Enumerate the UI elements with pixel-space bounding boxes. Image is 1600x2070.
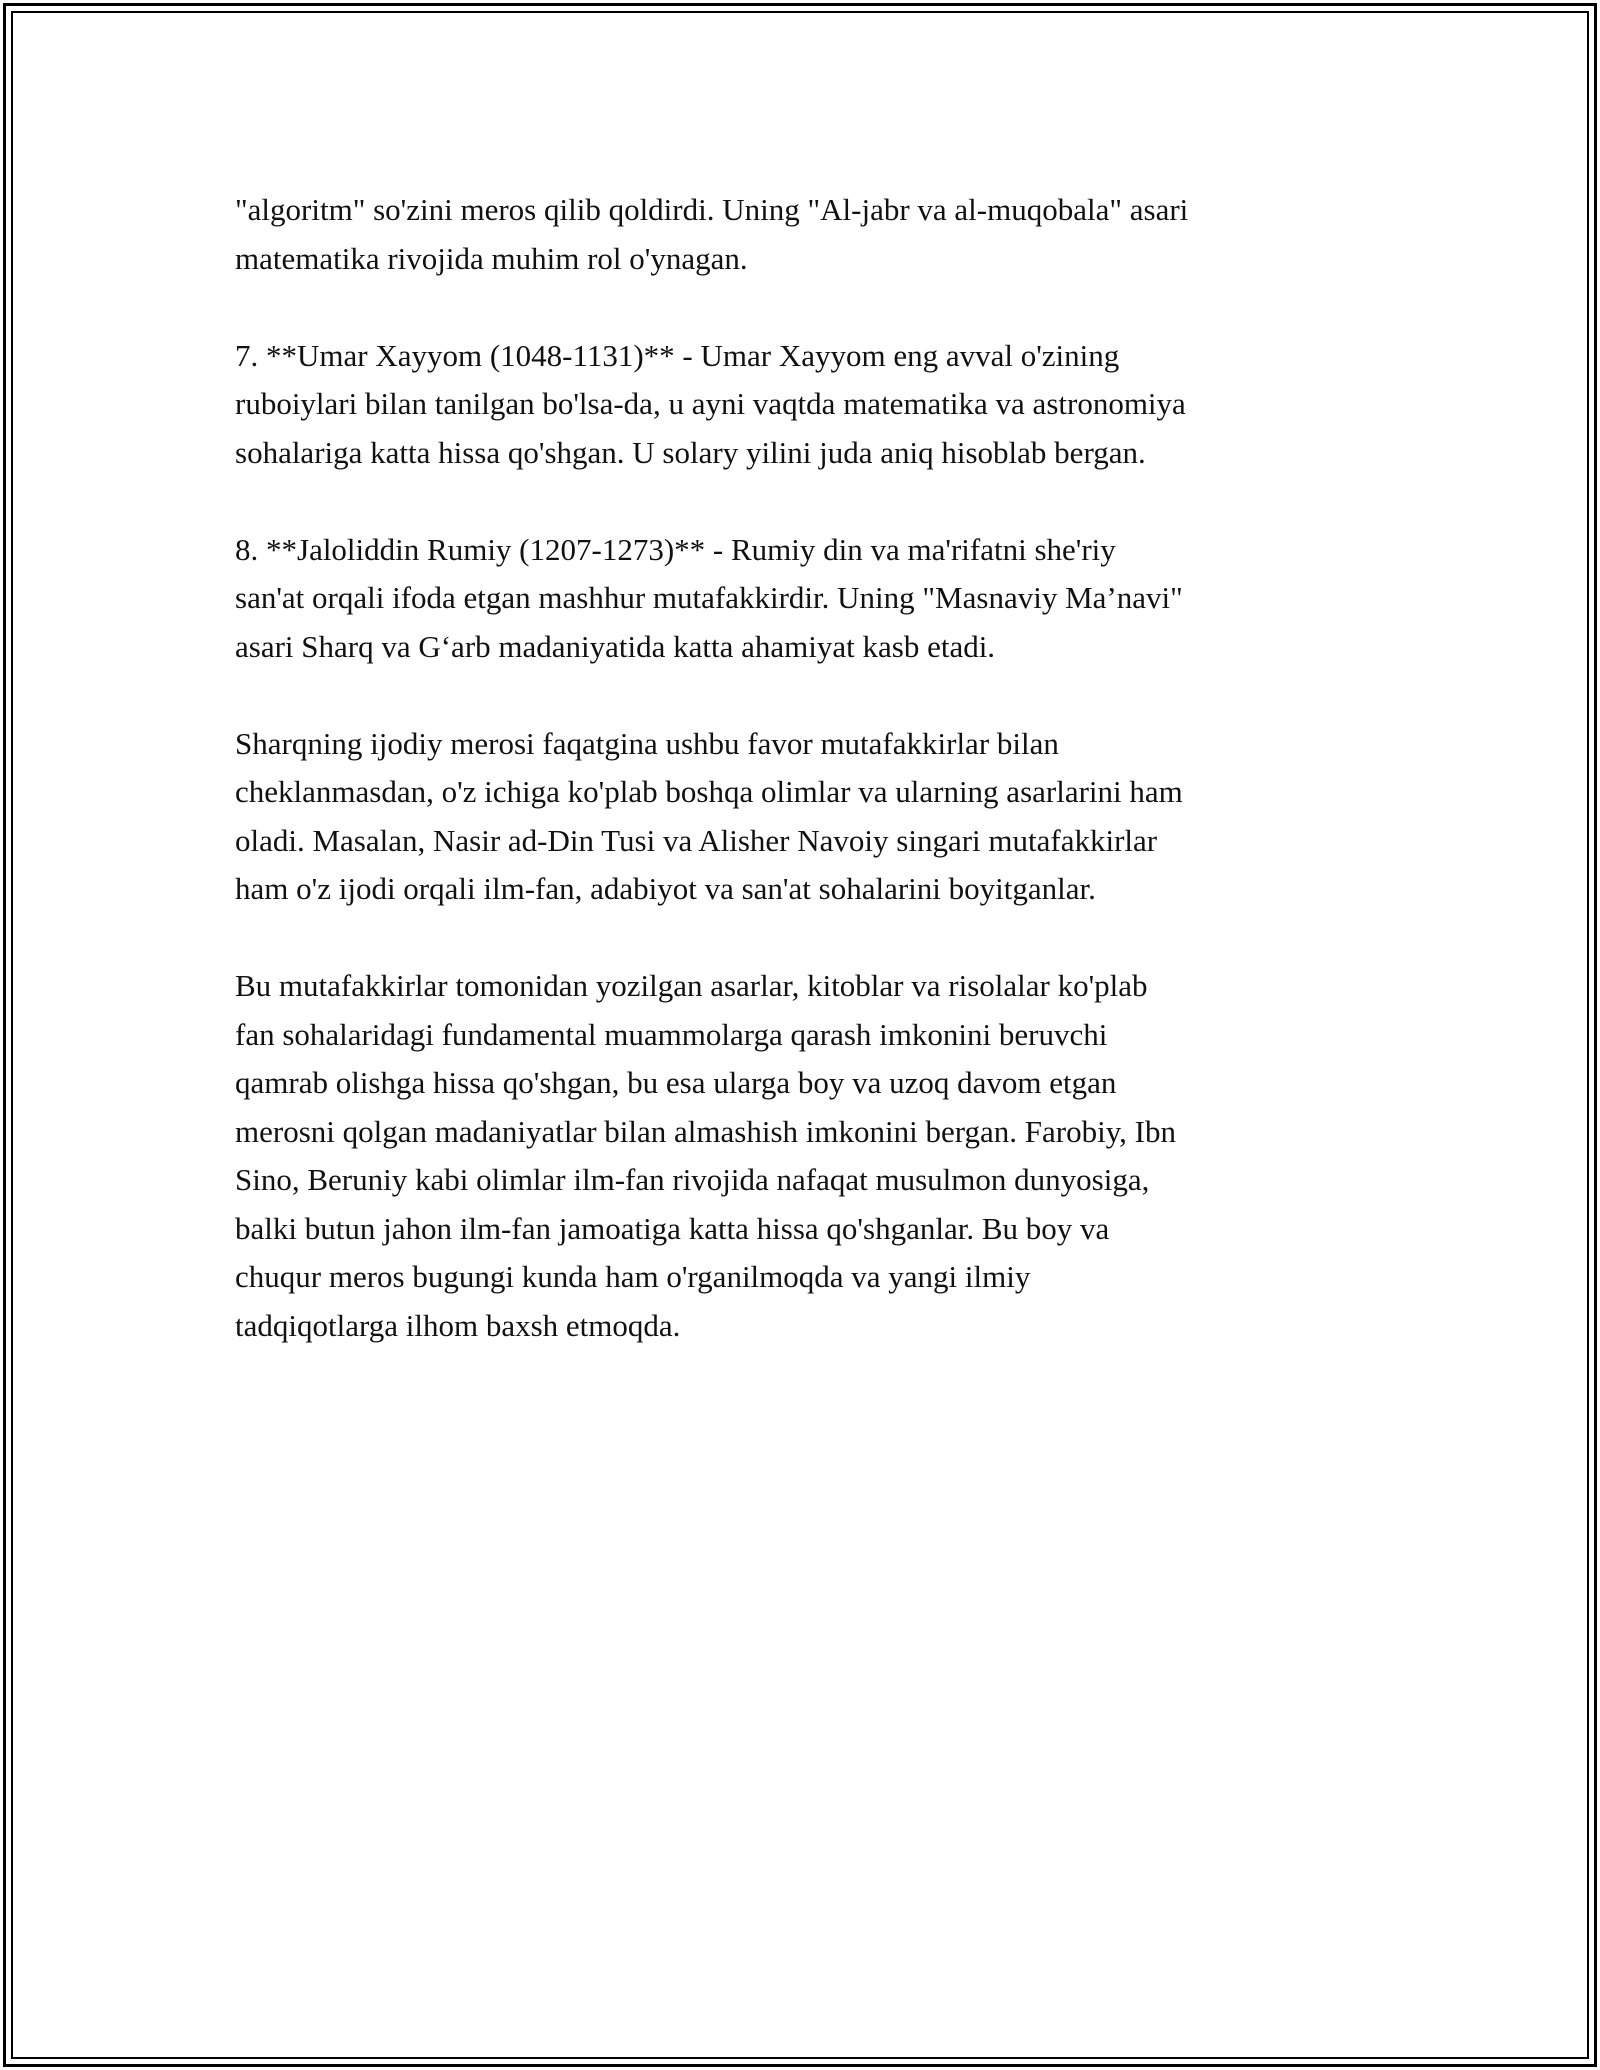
text-line: 7. **Umar Xayyom (1048-1131)** - Umar Xayyom eng avval o'zining bbox=[235, 337, 1120, 373]
text-line: matematika rivojida muhim rol o'ynagan. bbox=[235, 240, 748, 276]
text-line: balki butun jahon ilm-fan jamoatiga katta hissa qo'shganlar. Bu boy va bbox=[235, 1210, 1110, 1246]
text-line: merosni qolgan madaniyatlar bilan almashish imkonini bergan. Farobiy, Ibn bbox=[235, 1113, 1177, 1149]
text-line: sohalariga katta hissa qo'shgan. U solary yilini juda aniq hisoblab bergan. bbox=[235, 434, 1146, 470]
paragraph-algoritm bbox=[235, 186, 1375, 283]
text-line: san'at orqali ifoda etgan mashhur mutafakkirdir. Uning "Masnaviy Ma’navi" bbox=[235, 580, 1183, 615]
paragraph-jaloliddin-rumiy bbox=[235, 526, 1375, 672]
document-body bbox=[235, 186, 1375, 1399]
paragraph-sharq-merosi bbox=[235, 720, 1375, 914]
text-line: tadqiqotlarga ilhom baxsh etmoqda. bbox=[235, 1307, 681, 1343]
text-line: cheklanmasdan, o'z ichiga ko'plab boshqa olimlar va ularning asarlarini ham bbox=[235, 774, 1183, 809]
text-line: 8. **Jaloliddin Rumiy (1207-1273)** - Rumiy din va ma'rifatni she'riy bbox=[235, 531, 1116, 567]
text-line: oladi. Masalan, Nasir ad-Din Tusi va Alisher Navoiy singari mutafakkirlar bbox=[235, 822, 1158, 858]
text-line: asari Sharq va G‘arb madaniyatida katta ahamiyat kasb etadi. bbox=[235, 628, 996, 664]
text-line: Bu mutafakkirlar tomonidan yozilgan asarlar, kitoblar va risolalar ko'plab bbox=[235, 968, 1148, 1003]
text-line: ruboiylari bilan tanilgan bo'lsa-da, u ayni vaqtda matematika va astronomiya bbox=[235, 386, 1186, 421]
text-line: Sharqning ijodiy merosi faqatgina ushbu favor mutafakkirlar bilan bbox=[235, 725, 1059, 761]
paragraph-umar-xayyom bbox=[235, 332, 1375, 478]
text-line: ham o'z ijodi orqali ilm-fan, adabiyot va san'at sohalarini boyitganlar. bbox=[235, 871, 1096, 906]
paragraph-xulosa bbox=[235, 962, 1375, 1350]
text-line: Sino, Beruniy kabi olimlar ilm-fan rivojida nafaqat musulmon dunyosiga, bbox=[235, 1162, 1150, 1197]
text-line: qamrab olishga hissa qo'shgan, bu esa ularga boy va uzoq davom etgan bbox=[235, 1065, 1117, 1100]
text-line: fan sohalaridagi fundamental muammolarga qarash imkonini beruvchi bbox=[235, 1016, 1108, 1052]
text-line: chuqur meros bugungi kunda ham o'rganilmoqda va yangi ilmiy bbox=[235, 1259, 1031, 1294]
text-line: "algoritm" so'zini meros qilib qoldirdi. Uning "Al-jabr va al-muqobala" asari bbox=[235, 192, 1189, 227]
